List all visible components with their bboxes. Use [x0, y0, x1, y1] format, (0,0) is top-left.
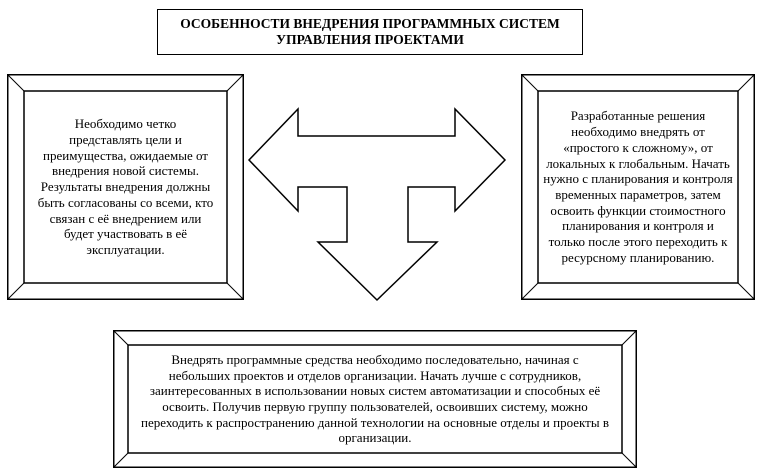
right-box-text: Разработанные решения необходимо внедрять от «простого к сложному», от локальных к глобальным. Начать нужно с планирования и контроля временных параметров, затем освоить функции стоимостного планирования и контроля и только после этого переходить к ресурсному планированию. [543, 108, 733, 265]
bottom-box-text: Внедрять программные средства необходимо последовательно, начиная с небольших проектов и отделов организации. Начать лучше с сотрудников, заинтересованных в использовании новых систем автоматизации и способных её освоить. Получив первую группу пользователей, освоивших систему, можно переходить к распространению данной технологии на основные отделы и проекты в организации. [141, 351, 609, 446]
title-line-1: ОСОБЕННОСТИ ВНЕДРЕНИЯ ПРОГРАММНЫХ СИСТЕМ [180, 16, 560, 31]
three-way-arrow-shape [249, 109, 505, 300]
title-line-2: УПРАВЛЕНИЯ ПРОЕКТАМИ [276, 32, 464, 47]
left-box-text: Необходимо четко представлять цели и преимущества, ожидаемые от внедрения новой системы. Результаты внедрения должны быть согласованы со всеми, кто связан с её внедрением или будет участвовать в её эксплуатации. [37, 116, 214, 257]
